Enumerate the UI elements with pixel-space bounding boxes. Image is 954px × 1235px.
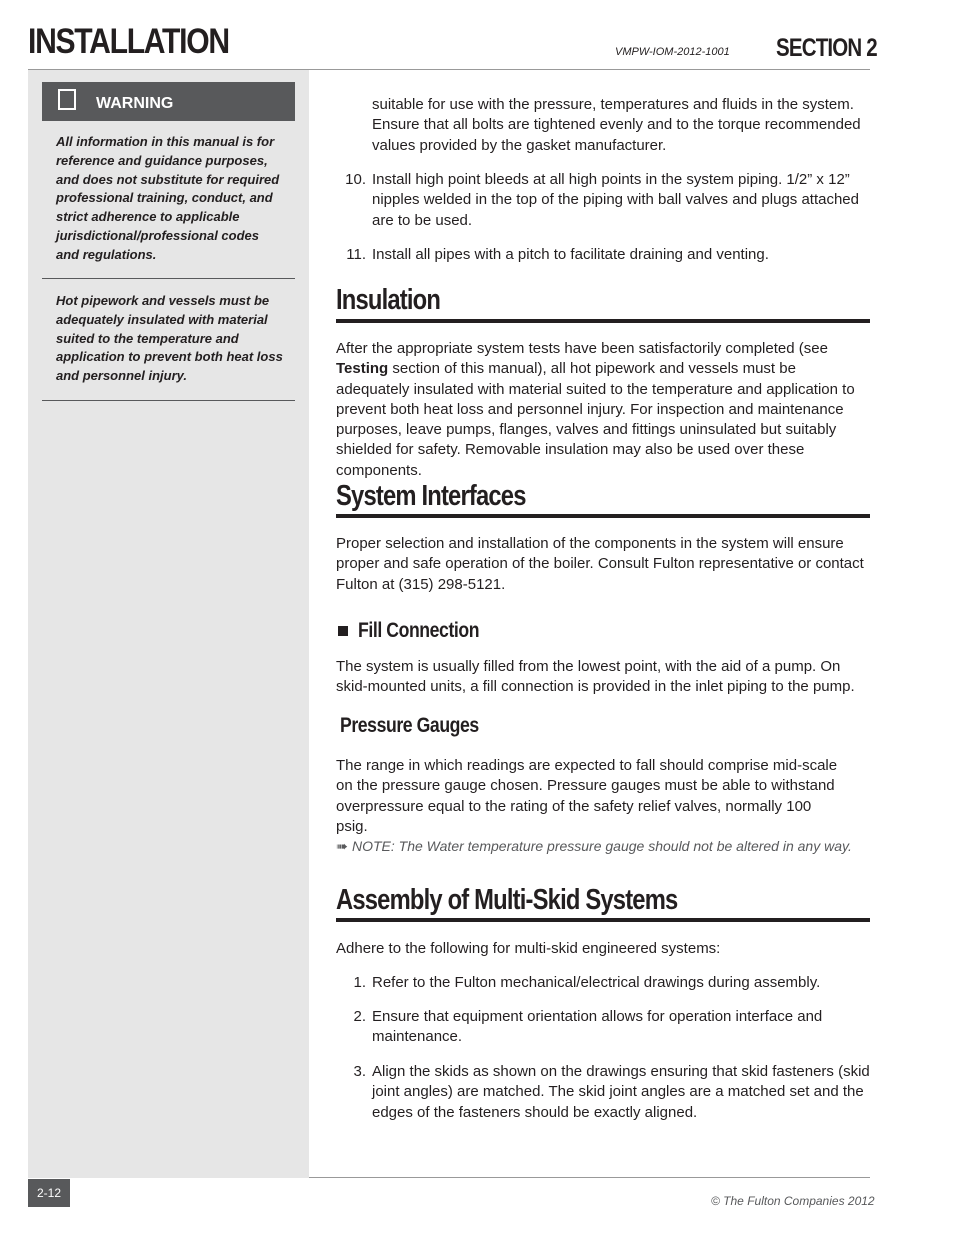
sidebar-divider xyxy=(42,400,295,401)
heading-pressure-gauges: Pressure Gauges xyxy=(340,714,479,737)
list-number: 11. xyxy=(346,246,366,263)
page-number: 2-12 xyxy=(28,1179,70,1207)
warning-banner xyxy=(42,82,295,121)
insulation-paragraph xyxy=(336,339,871,481)
testing-reference: Testing xyxy=(336,360,389,378)
pressure-gauges-paragraph: The range in which readings are expected to fall should comprise mid-scale on the pressure gauge chosen. Pressure gauges must be able to withstand overpressure equal to the rating of the safety relief valves, normally 100 psig. xyxy=(336,757,838,835)
list-text: Install high point bleeds at all high points in the system piping. 1/2” x 12” nipples welded in the top of the piping with ball valves and plugs attached are to be used. xyxy=(372,171,859,229)
heading-rule xyxy=(336,514,870,518)
list-text: Align the skids as shown on the drawings ensuring that skid fasteners (skid joint angles) are matched. The skid joint angles are a matched set and the edges of the fasteners should be exactly aligned. xyxy=(372,1063,870,1121)
warning-label: WARNING xyxy=(96,95,174,112)
assembly-intro: Adhere to the following for multi-skid engineered systems: xyxy=(336,940,721,957)
page-title: INSTALLATION xyxy=(28,22,229,61)
document-code: VMPW-IOM-2012-1001 xyxy=(615,46,730,58)
warning-text-general: All information in this manual is for reference and guidance purposes, and does not substitute for required professional training, conduct, and strict adherence to applicable jurisdictional/professional codes and regulations. xyxy=(56,134,280,262)
heading-fill-connection: Fill Connection xyxy=(358,619,480,642)
warning-text-insulation: Hot pipework and vessels must be adequately insulated with material suited to the temperature and application to prevent both heat loss and personnel injury. xyxy=(56,293,283,384)
system-interfaces-paragraph: Proper selection and installation of the components in the system will ensure proper and safe operation of the boiler. Consult Fulton representative or contact Fulton at (315) 298-5121. xyxy=(336,535,864,593)
section-label: SECTION 2 xyxy=(776,34,877,62)
insulation-text-start: After the appropriate system tests have been satisfactorily completed (see xyxy=(336,340,828,357)
sidebar-divider xyxy=(42,278,295,279)
footer-divider xyxy=(309,1177,870,1178)
continued-list-text: suitable for use with the pressure, temperatures and fluids in the system. Ensure that all bolts are tightened evenly and to the torque recommended values provided by the gasket manufacturer. xyxy=(372,96,861,154)
list-number: 1. xyxy=(353,974,366,991)
note-text: NOTE: The Water temperature pressure gauge should not be altered in any way. xyxy=(352,838,852,854)
arrow-right-icon: ➠ xyxy=(336,838,348,854)
heading-system-interfaces: System Interfaces xyxy=(336,480,526,512)
heading-assembly: Assembly of Multi-Skid Systems xyxy=(336,884,678,916)
insulation-text-end: section of this manual), all hot pipework and vessels must be adequately insulated with material suited to the temperature and application to prevent both heat loss and personnel injury. For inspection and maintenance purposes, leave pumps, flanges, valves and fittings uninsulated but suitably shielded for safety. Removable insulation may also be used over these components. xyxy=(336,360,855,479)
heading-rule xyxy=(336,319,870,323)
heading-insulation: Insulation xyxy=(336,284,441,316)
copyright: © The Fulton Companies 2012 xyxy=(711,1194,875,1208)
list-number: 3. xyxy=(353,1063,366,1080)
list-text: Install all pipes with a pitch to facilitate draining and venting. xyxy=(372,246,769,263)
list-number: 10. xyxy=(345,171,366,188)
checkbox-icon xyxy=(58,89,76,110)
list-text: Ensure that equipment orientation allows for operation interface and maintenance. xyxy=(372,1008,823,1046)
note xyxy=(336,838,852,855)
list-number: 2. xyxy=(353,1008,366,1025)
list-text: Refer to the Fulton mechanical/electrical drawings during assembly. xyxy=(372,974,821,991)
heading-rule xyxy=(336,918,870,922)
square-bullet-icon xyxy=(338,626,348,636)
fill-connection-paragraph: The system is usually filled from the lowest point, with the aid of a pump. On skid-mounted units, a fill connection is provided in the inlet piping to the pump. xyxy=(336,658,855,696)
